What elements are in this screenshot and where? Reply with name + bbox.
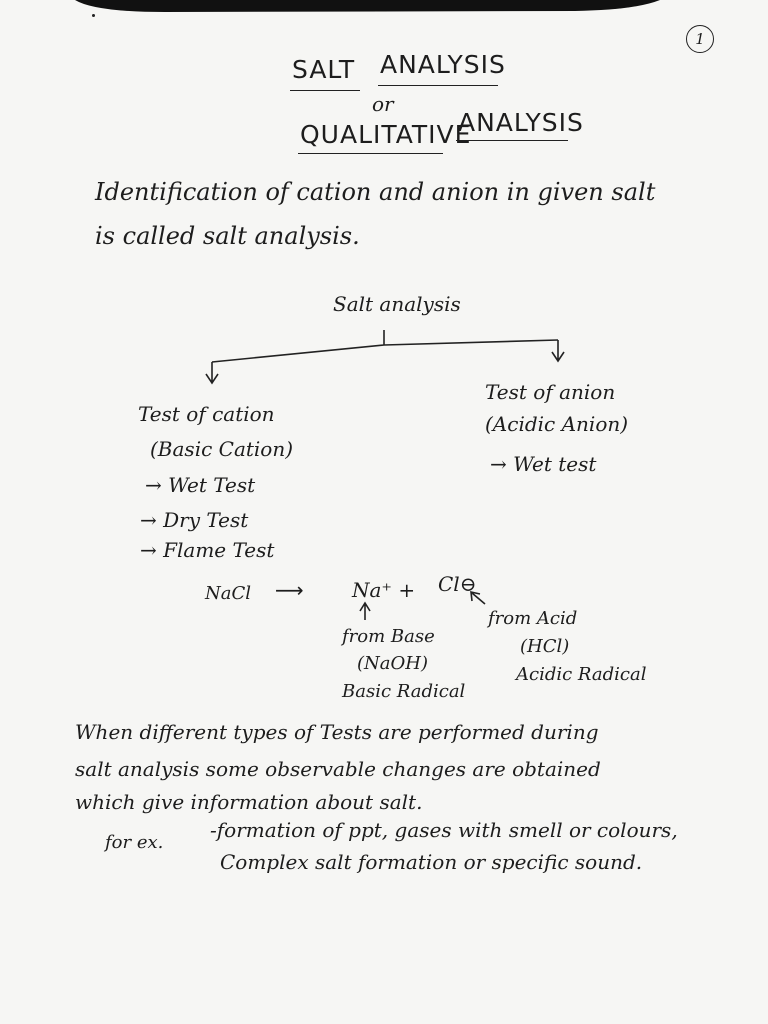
cation-test-dry: → Dry Test: [140, 508, 249, 532]
cation-source-line-1: from Base: [342, 626, 435, 647]
anion-source-line-2: (HCl): [520, 636, 570, 657]
equation-cation: Na⁺ +: [352, 578, 416, 602]
paragraph-line-1: When different types of Tests are performed during: [75, 720, 599, 744]
page-number: 1: [686, 25, 714, 53]
title-qualitative: QUALITATIVE: [300, 120, 472, 149]
definition-line-2: is called salt analysis.: [95, 222, 360, 250]
tree-root: Salt analysis: [333, 292, 461, 316]
title-salt: SALT: [292, 55, 356, 84]
anion-heading: Test of anion: [485, 380, 616, 404]
example-prefix: for ex.: [105, 832, 164, 853]
anion-subheading: (Acidic Anion): [485, 412, 629, 436]
example-line-1: -formation of ppt, gases with smell or colours,: [210, 818, 678, 842]
anion-source-line-1: from Acid: [488, 608, 578, 629]
title-analysis-1: ANALYSIS: [380, 50, 506, 79]
anion-test-wet: → Wet test: [490, 452, 597, 476]
equation-arrow: ⟶: [275, 578, 304, 602]
example-line-2: Complex salt formation or specific sound.: [220, 850, 643, 874]
cation-test-flame: → Flame Test: [140, 538, 275, 562]
definition-line-1: Identification of cation and anion in given salt: [95, 178, 656, 206]
paragraph-line-3: which give information about salt.: [75, 790, 423, 814]
cation-source-line-2: (NaOH): [357, 653, 428, 674]
paragraph-line-2: salt analysis some observable changes are obtained: [75, 757, 601, 781]
equation-reactant: NaCl: [205, 583, 252, 604]
cation-subheading: (Basic Cation): [150, 437, 294, 461]
title-analysis-2: ANALYSIS: [458, 108, 584, 137]
cation-heading: Test of cation: [138, 402, 275, 426]
title-connector: or: [372, 92, 394, 116]
cation-test-wet: → Wet Test: [145, 473, 256, 497]
equation-anion: Cl⊖: [438, 572, 477, 596]
cation-radical-label: Basic Radical: [342, 681, 466, 702]
anion-radical-label: Acidic Radical: [516, 664, 647, 685]
